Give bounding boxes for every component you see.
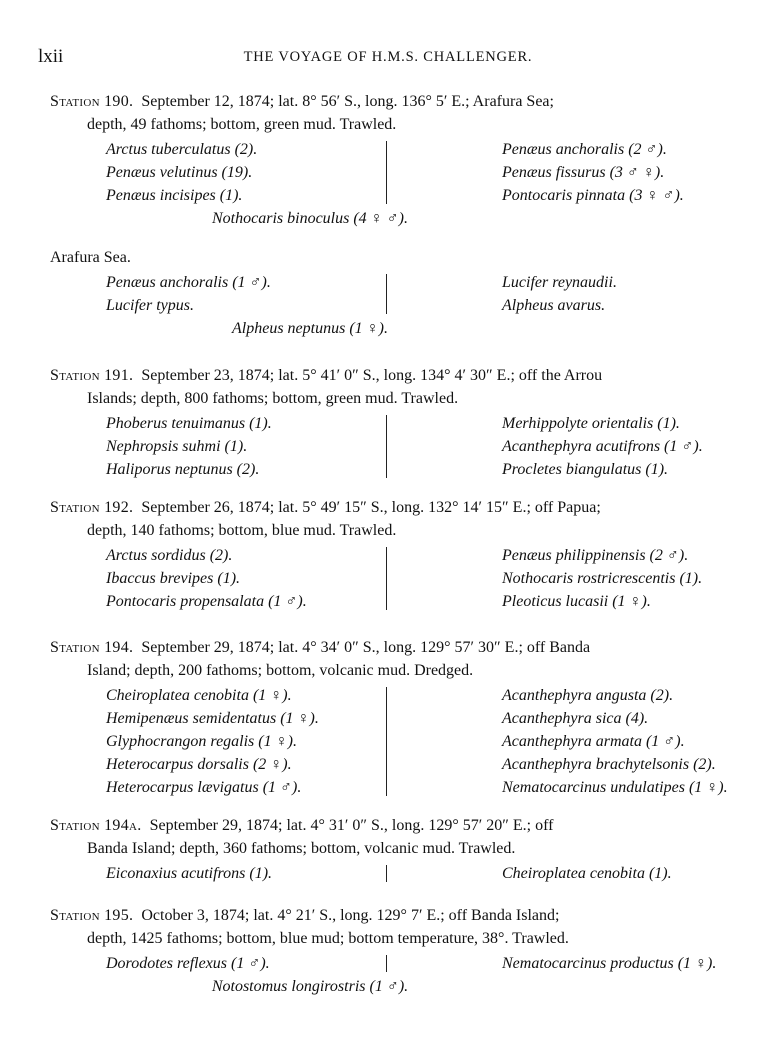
species-item: Hemipenæus semidentatus (1 ♀).: [106, 710, 319, 727]
species-item: Acanthephyra sica (4).: [502, 710, 649, 727]
column-divider: [386, 415, 387, 478]
column-divider: [386, 547, 387, 610]
station-192-entry: [50, 496, 730, 613]
species-column-left: [50, 271, 442, 317]
species-column-right: [442, 862, 672, 885]
station-details-line2: Islands; depth, 800 fathoms; bottom, green mud. Trawled.: [87, 390, 459, 407]
species-item: Eiconaxius acutifrons (1).: [106, 865, 273, 882]
species-item: Cheiroplatea cenobita (1).: [502, 865, 672, 882]
species-item: Alpheus avarus.: [502, 297, 606, 314]
species-column-right: [442, 544, 702, 613]
station-details-line1: September 26, 1874; lat. 5° 49′ 15″ S., long. 132° 14′ 15″ E.; off Papua;: [141, 499, 601, 516]
species-item: Dorodotes reflexus (1 ♂).: [106, 955, 270, 972]
station-194a-entry: [50, 814, 730, 885]
species-list: [50, 412, 730, 481]
species-column-right: [442, 412, 703, 481]
species-item: Penæus anchoralis (2 ♂).: [502, 141, 667, 158]
station-label: Station 192.: [50, 499, 134, 516]
species-item: Penæus anchoralis (1 ♂).: [106, 274, 271, 291]
species-item: Pleoticus lucasii (1 ♀).: [502, 593, 651, 610]
species-list: [50, 271, 730, 340]
species-item: Arctus sordidus (2).: [106, 547, 233, 564]
station-details-line1: September 29, 1874; lat. 4° 31′ 0″ S., long. 129° 57′ 20″ E.; off: [149, 817, 554, 834]
station-label: Station 190.: [50, 93, 134, 110]
species-column-left: [50, 544, 442, 613]
species-item: Nephropsis suhmi (1).: [106, 438, 248, 455]
station-details-line2: depth, 140 fathoms; bottom, blue mud. Trawled.: [87, 522, 397, 539]
species-item: Acanthephyra armata (1 ♂).: [502, 733, 685, 750]
species-item: Acanthephyra brachytelsonis (2).: [502, 756, 716, 773]
species-column-right: [442, 952, 716, 975]
station-heading: [50, 904, 730, 950]
species-item: Nematocarcinus undulatipes (1 ♀).: [502, 779, 728, 796]
species-item: Phoberus tenuimanus (1).: [106, 415, 272, 432]
species-item: Penæus velutinus (19).: [106, 164, 253, 181]
species-item: Nothocaris rostricrescentis (1).: [502, 570, 703, 587]
species-column-right: [442, 684, 728, 799]
species-list: [50, 544, 730, 613]
species-list: [50, 684, 730, 799]
arafura-sea-entry: [50, 246, 730, 340]
station-details-line2: Island; depth, 200 fathoms; bottom, volcanic mud. Dredged.: [87, 662, 474, 679]
species-item: Acanthephyra acutifrons (1 ♂).: [502, 438, 703, 455]
species-column-left: [50, 952, 442, 975]
station-details-line2: depth, 49 fathoms; bottom, green mud. Trawled.: [87, 116, 397, 133]
station-details-line1: September 23, 1874; lat. 5° 41′ 0″ S., long. 134° 4′ 30″ E.; off the Arrou: [141, 367, 603, 384]
species-item: Pontocaris pinnata (3 ♀ ♂).: [502, 187, 684, 204]
station-heading: [50, 90, 730, 136]
column-divider: [386, 865, 387, 882]
station-label: Arafura Sea.: [50, 249, 131, 266]
species-item-centered: Alpheus neptunus (1 ♀).: [232, 320, 388, 337]
station-label: Station 194.: [50, 639, 134, 656]
species-list: [50, 862, 730, 885]
station-heading: [50, 636, 730, 682]
station-label: Station 194a.: [50, 817, 142, 834]
species-column-left: [50, 138, 442, 207]
column-divider: [386, 955, 387, 972]
species-item: Merhippolyte orientalis (1).: [502, 415, 680, 432]
species-item: Penæus fissurus (3 ♂ ♀).: [502, 164, 665, 181]
station-label: Station 195.: [50, 907, 134, 924]
species-item: Cheiroplatea cenobita (1 ♀).: [106, 687, 292, 704]
station-details-line2: depth, 1425 fathoms; bottom, blue mud; bottom temperature, 38°. Trawled.: [87, 930, 569, 947]
species-item: Arctus tuberculatus (2).: [106, 141, 258, 158]
station-heading: [50, 814, 730, 860]
station-details-line1: September 29, 1874; lat. 4° 34′ 0″ S., long. 129° 57′ 30″ E.; off Banda: [141, 639, 591, 656]
species-item: Heterocarpus dorsalis (2 ♀).: [106, 756, 292, 773]
station-heading: [50, 364, 730, 410]
station-heading: [50, 496, 730, 542]
species-item: Pontocaris propensalata (1 ♂).: [106, 593, 307, 610]
species-item: Procletes biangulatus (1).: [502, 461, 669, 478]
species-list: [50, 952, 730, 998]
species-item: Acanthephyra angusta (2).: [502, 687, 674, 704]
column-divider: [386, 687, 387, 796]
species-list: [50, 138, 730, 230]
station-194-entry: [50, 636, 730, 799]
column-divider: [386, 274, 387, 314]
species-item-centered: Notostomus longirostris (1 ♂).: [211, 978, 409, 995]
species-column-right: [442, 271, 617, 317]
station-190-entry: [50, 90, 730, 230]
species-item: Ibaccus brevipes (1).: [106, 570, 241, 587]
station-details-line1: October 3, 1874; lat. 4° 21′ S., long. 129° 7′ E.; off Banda Island;: [141, 907, 560, 924]
column-divider: [386, 141, 387, 204]
station-heading: [50, 246, 730, 269]
species-item: Heterocarpus lævigatus (1 ♂).: [106, 779, 302, 796]
running-title: THE VOYAGE OF H.M.S. CHALLENGER.: [243, 49, 533, 65]
species-column-left: [50, 862, 442, 885]
species-column-right: [442, 138, 684, 207]
species-item: Nematocarcinus productus (1 ♀).: [502, 955, 717, 972]
page-header: [38, 46, 738, 70]
station-details-line2: Banda Island; depth, 360 fathoms; bottom, volcanic mud. Trawled.: [87, 840, 516, 857]
species-item: Penæus philippinensis (2 ♂).: [502, 547, 689, 564]
station-195-entry: [50, 904, 730, 998]
station-191-entry: [50, 364, 730, 481]
species-item: Glyphocrangon regalis (1 ♀).: [106, 733, 297, 750]
station-details-line1: September 12, 1874; lat. 8° 56′ S., long. 136° 5′ E.; Arafura Sea;: [141, 93, 554, 110]
species-item: Lucifer reynaudii.: [502, 274, 617, 291]
species-item: Haliporus neptunus (2).: [106, 461, 260, 478]
species-column-left: [50, 684, 442, 799]
species-item: Lucifer typus.: [106, 297, 194, 314]
species-column-left: [50, 412, 442, 481]
species-item: Penæus incisipes (1).: [106, 187, 243, 204]
species-item-centered: Nothocaris binoculus (4 ♀ ♂).: [212, 210, 408, 227]
station-label: Station 191.: [50, 367, 134, 384]
page-number: lxii: [38, 46, 64, 67]
